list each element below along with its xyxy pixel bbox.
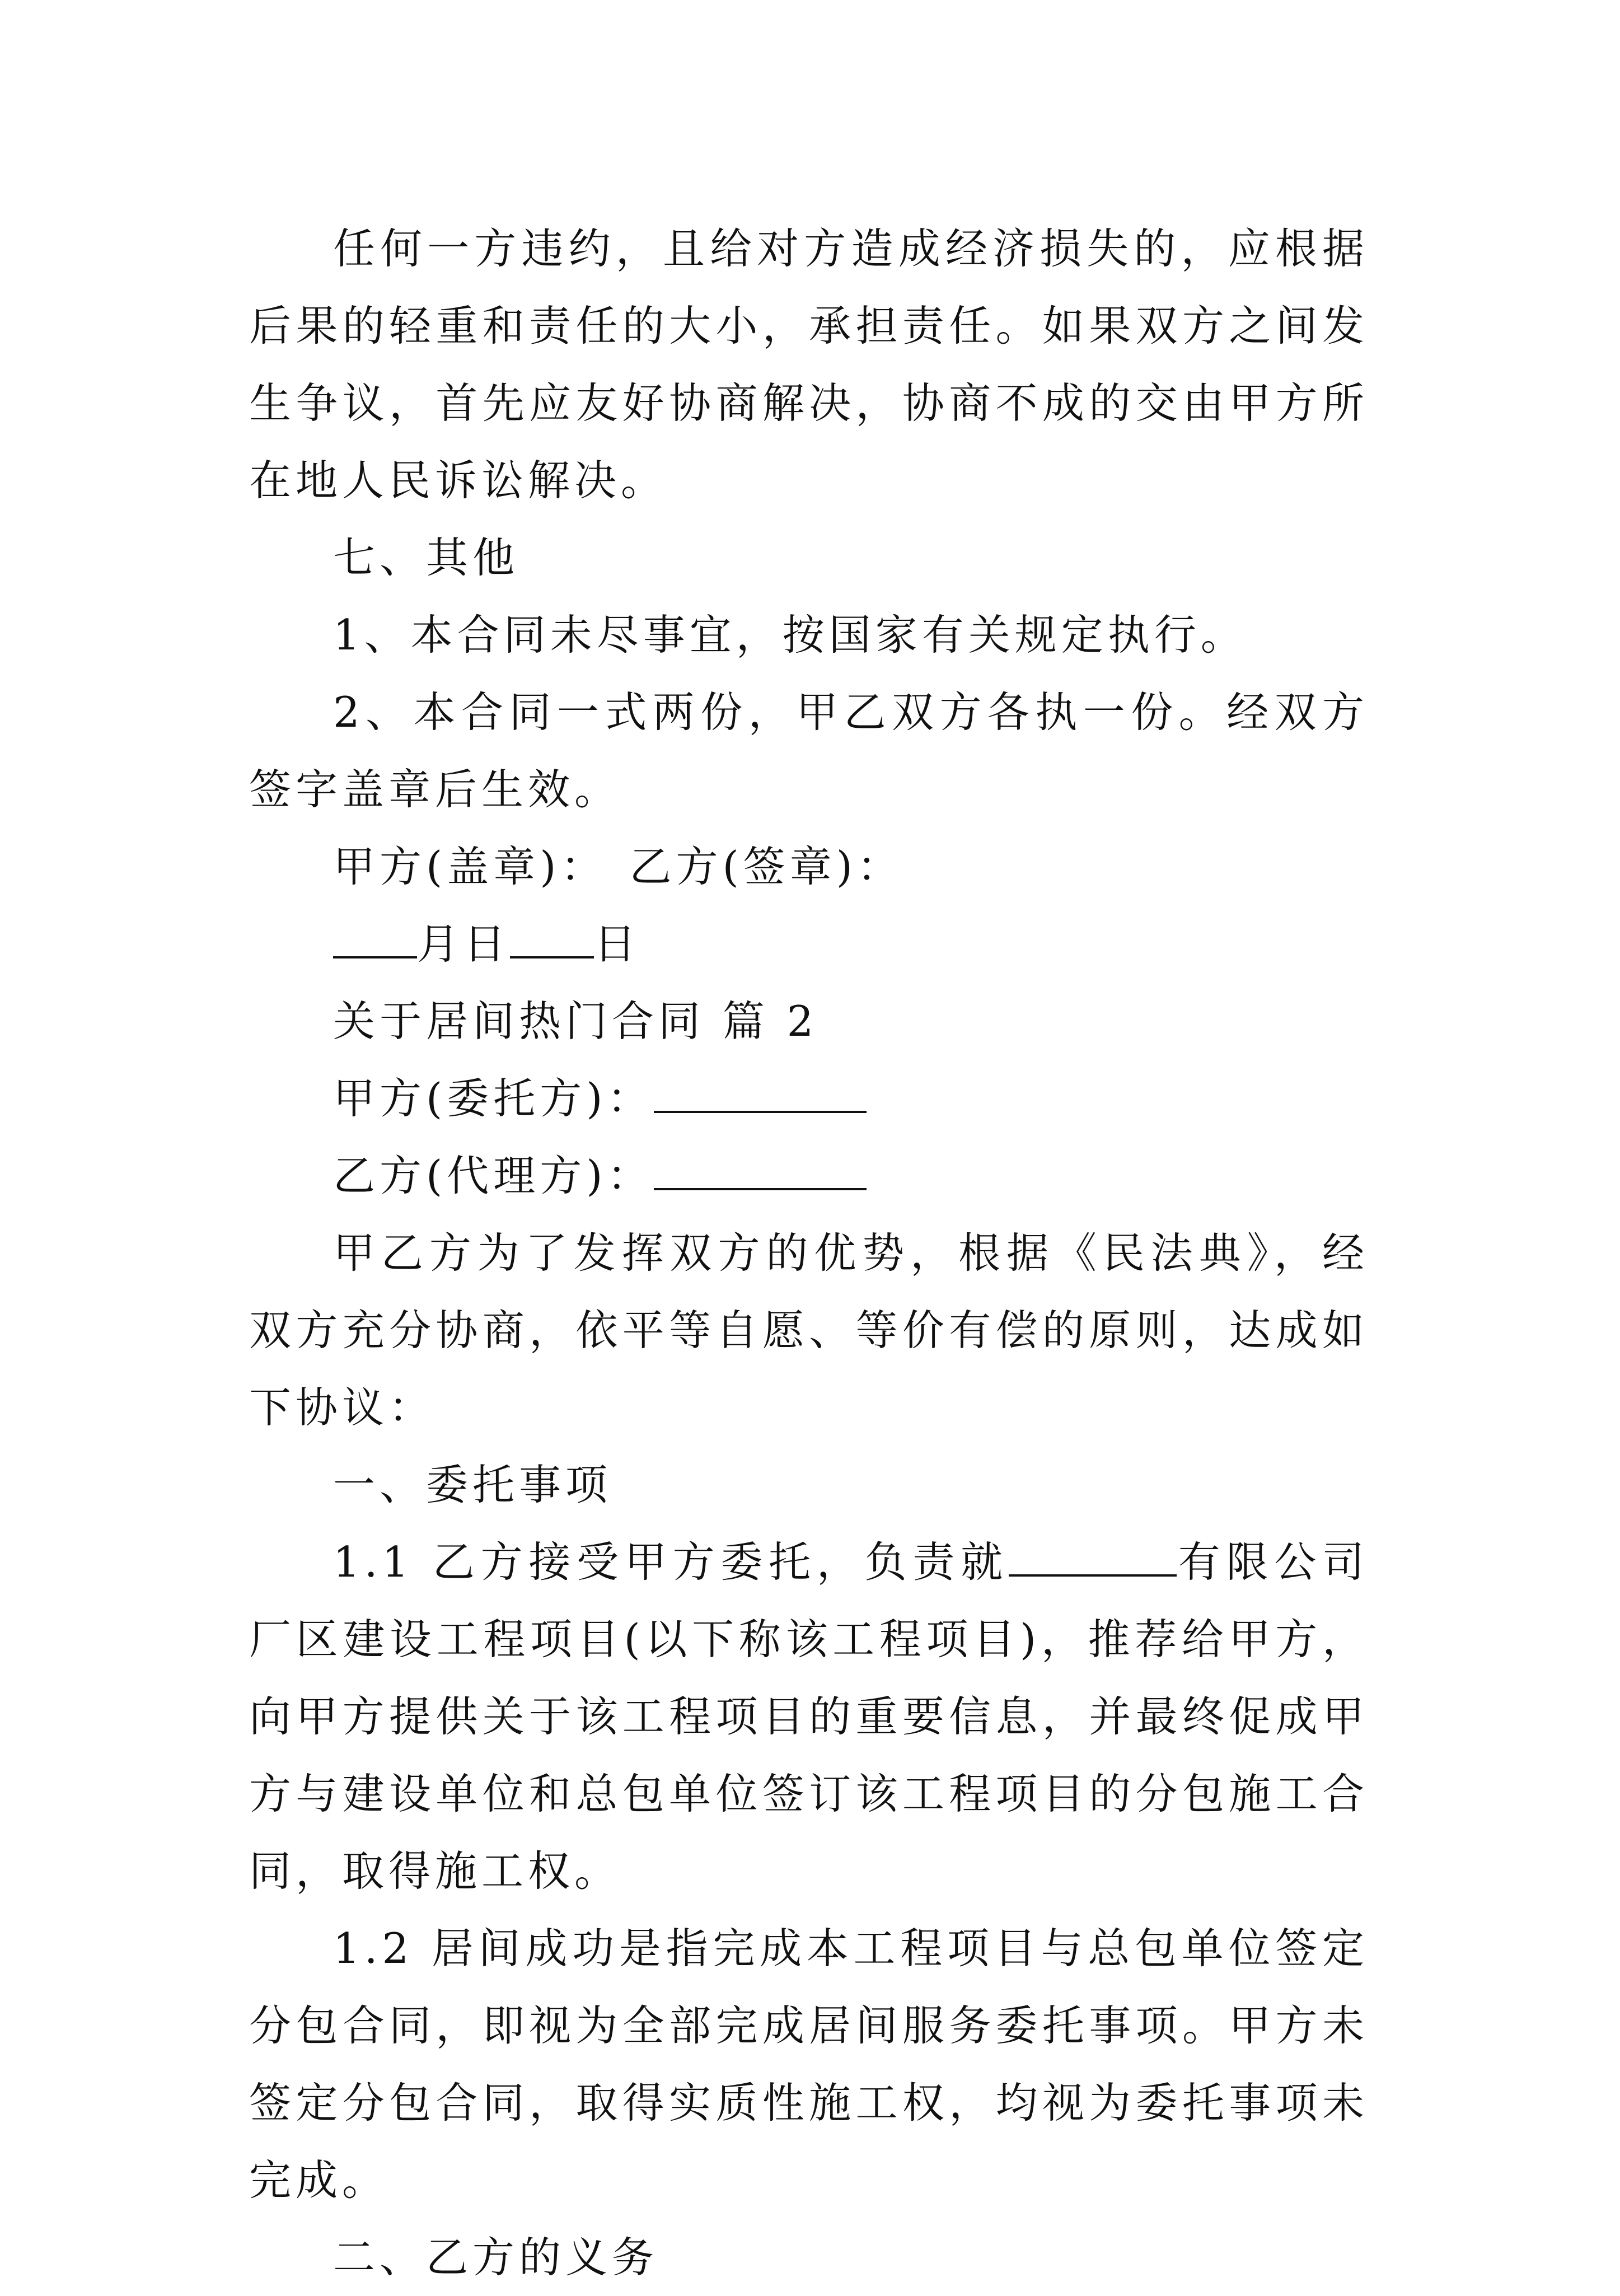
date-blank-day [510, 917, 594, 958]
signature-line [249, 828, 1369, 905]
party-b-sign-label: 乙方(签章)： [629, 842, 904, 891]
company-blank [1009, 1535, 1177, 1577]
date-blank-year [333, 917, 417, 958]
clause-1-2: 1.2 居间成功是指完成本工程项目与总包单位签定分包合同，即视为全部完成居间服务委托事项。甲方未签定分包合同，取得实质性施工权，均视为委托事项未完成。 [249, 1924, 1369, 2205]
breach-paragraph: 任何一方违约，且给对方造成经济损失的，应根据后果的轻重和责任的大小，承担责任。如果双方之间发生争议，首先应友好协商解决，协商不成的交由甲方所在地人民诉讼解决。 [249, 224, 1369, 505]
client-blank [654, 1072, 867, 1113]
section-heading-agent-obligations: 二、乙方的义务 [333, 2233, 659, 2282]
clause-2: 2、本合同一式两份，甲乙双方各执一份。经双方签字盖章后生效。 [249, 688, 1369, 814]
date-line [249, 905, 1369, 983]
document-body [249, 210, 1369, 2296]
agreement-preamble: 甲乙方为了发挥双方的优势，根据《民法典》，经双方充分协商，依平等自愿、等价有偿的原则，达成如下协议： [249, 1228, 1369, 1432]
agent-label: 乙方(代理方)： [333, 1151, 654, 1200]
agent-line [249, 1137, 1369, 1214]
clause-1-1 [249, 1523, 1369, 1910]
date-day: 日 [594, 919, 641, 969]
client-line [249, 1060, 1369, 1137]
section-heading-other: 七、其他 [333, 533, 519, 582]
agent-blank [654, 1149, 867, 1190]
section-title: 关于居间热门合同 篇 2 [333, 997, 818, 1046]
clause-1-1-suffix: 有限公司厂区建设工程项目(以下称该工程项目)，推荐给甲方，向甲方提供关于该工程项目的重要信息，并最终促成甲方与建设单位和总包单位签订该工程项目的分包施工合同，取得施工权。 [249, 1537, 1369, 1896]
clause-1: 1、本合同未尽事宜，按国家有关规定执行。 [333, 610, 1247, 660]
party-a-seal-label: 甲方(盖章)： [333, 842, 607, 891]
date-month-day: 月日 [417, 919, 511, 969]
section-heading-entrusted-matters: 一、委托事项 [333, 1460, 612, 1509]
client-label: 甲方(委托方)： [333, 1074, 654, 1123]
clause-1-1-prefix: 1.1 乙方接受甲方委托，负责就 [333, 1537, 1009, 1587]
